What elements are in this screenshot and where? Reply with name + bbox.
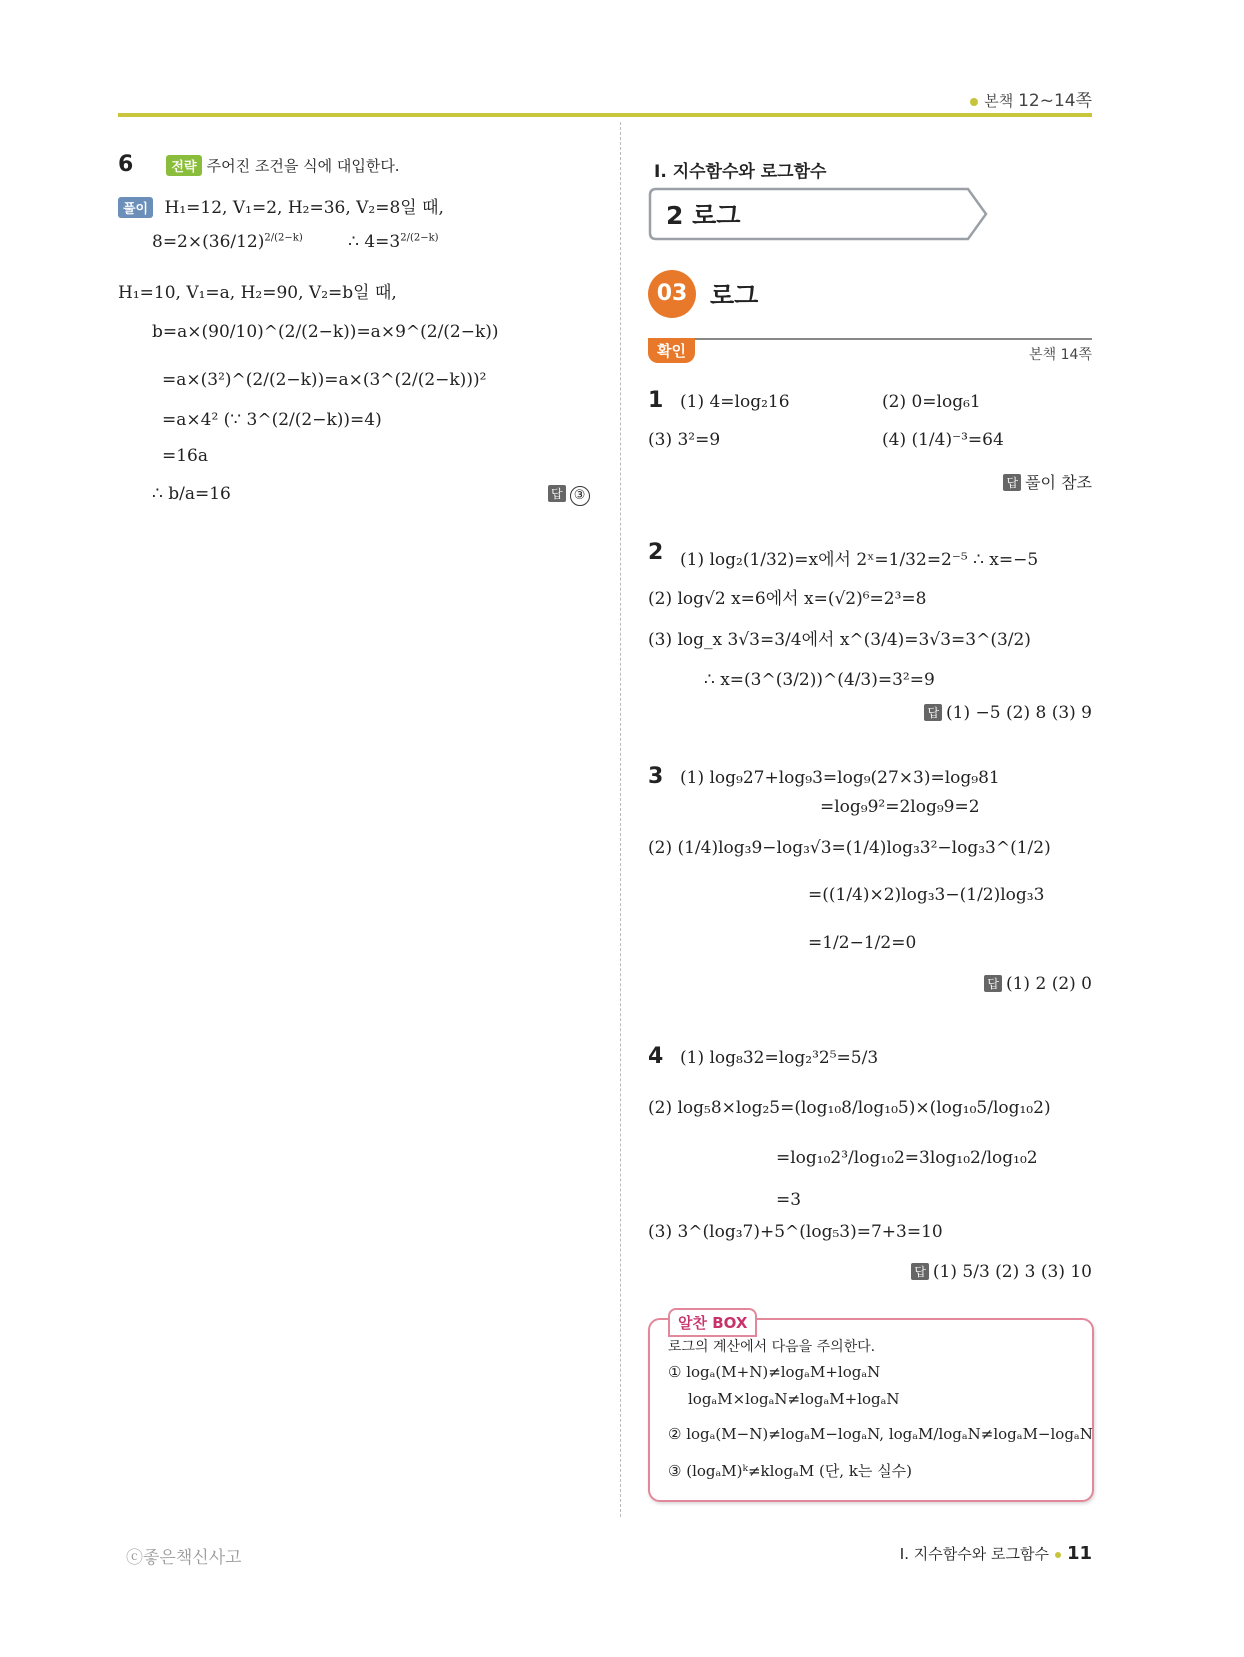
footer-chapter-page: Ⅰ. 지수함수와 로그함수 11: [899, 1543, 1092, 1564]
tip-rule-1: ① logₐ(M+N)≠logₐM+logₐN: [668, 1363, 881, 1381]
bullet-dot-icon: [970, 98, 978, 106]
header-rule: [118, 113, 1092, 117]
publisher-copyright: ⓒ좋은책신사고: [126, 1548, 242, 1568]
tip-box-title: 알찬 BOX: [668, 1308, 757, 1337]
problem-3-part-2b: =((1/4)×2)log₃3−(1/2)log₃3: [808, 885, 1045, 905]
check-badge: 확인: [648, 338, 695, 363]
solution-line-3: H₁=10, V₁=a, H₂=90, V₂=b일 때,: [118, 283, 397, 303]
tip-rule-2: ② logₐ(M−N)≠logₐM−logₐN, logₐM/logₐN≠logₐM−logₐN: [668, 1425, 1093, 1443]
problem-3-part-1b: =log₉9²=2log₉9=2: [820, 797, 980, 817]
chapter-tab-title: 2 로그: [666, 201, 741, 230]
solution-line-7: =16a: [162, 446, 209, 466]
answer-6: 답 ③: [548, 484, 590, 506]
problem-3-part-2c: =1/2−1/2=0: [808, 933, 917, 953]
bullet-dot-icon: [1055, 1552, 1061, 1558]
solution-line-6: =a×4² (∵ 3^(2/(2−k))=4): [162, 410, 382, 430]
answer-1: 답 풀이 참조: [1003, 470, 1092, 493]
problem-1-part-1: (1) 4=log₂16: [680, 392, 790, 412]
problem-4-part-2: (2) log₅8×log₂5=(log₁₀8/log₁₀5)×(log₁₀5/log₁₀2): [648, 1098, 1051, 1118]
answer-4: 답 (1) 5/3 (2) 3 (3) 10: [911, 1262, 1092, 1282]
strategy-text: 주어진 조건을 식에 대입한다.: [206, 157, 400, 175]
problem-1-part-4: (4) (1/4)⁻³=64: [882, 430, 1004, 450]
check-section-rule: [648, 338, 1092, 340]
book-page-reference: 본책 12~14쪽: [970, 86, 1092, 111]
tip-rule-3: ③ (logₐM)ᵏ≠klogₐM (단, k는 실수): [668, 1462, 913, 1480]
page-number: 11: [1066, 1543, 1092, 1564]
solution-line-5: =a×(3²)^(2/(2−k))=a×(3^(2/(2−k)))²: [162, 370, 487, 390]
chapter-label: Ⅰ. 지수함수와 로그함수: [654, 162, 827, 182]
problem-1-part-2: (2) 0=log₆1: [882, 392, 981, 412]
solution-line-1: 풀이 H₁=12, V₁=2, H₂=36, V₂=8일 때,: [118, 193, 444, 218]
problem-3-part-1: (1) log₉27+log₉3=log₉(27×3)=log₉81: [680, 768, 1000, 788]
solution-tag: 풀이: [118, 197, 153, 218]
problem-2-part-3: (3) log_x 3√3=3/4에서 x^(3/4)=3√3=3^(3/2): [648, 630, 1031, 650]
problem-2-part-2: (2) log√2 x=6에서 x=(√2)⁶=2³=8: [648, 589, 927, 609]
solution-line-8: ∴ b/a=16: [152, 484, 231, 504]
problem-2-part-1: (1) log₂(1/32)=x에서 2ˣ=1/32=2⁻⁵ ∴ x=−5: [680, 550, 1039, 570]
tip-intro: 로그의 계산에서 다음을 주의한다.: [668, 1339, 876, 1355]
tip-rule-1b: logₐM×logₐN≠logₐM+logₐN: [688, 1390, 900, 1408]
problem-number: 6: [118, 152, 134, 177]
problem-4-part-2b: =log₁₀2³/log₁₀2=3log₁₀2/log₁₀2: [776, 1148, 1038, 1168]
lesson-number-badge: 03: [648, 270, 696, 318]
lesson-title: 로그: [710, 281, 759, 310]
problem-4-part-1: (1) log₈32=log₂³2⁵=5/3: [680, 1048, 879, 1068]
problem-4-number: 4: [648, 1044, 664, 1069]
problem-2-part-4: ∴ x=(3^(3/2))^(4/3)=3²=9: [704, 670, 935, 690]
problem-4-part-2c: =3: [776, 1190, 802, 1210]
problem-4-part-3: (3) 3^(log₃7)+5^(log₅3)=7+3=10: [648, 1222, 943, 1242]
solution-line-2: $8=2\times(36/12)^{2/(2-k)}$ ∴ $4=3^{2/(2-k)}$: [152, 232, 439, 252]
problem-2-number: 2: [648, 540, 664, 565]
answer-2: 답 (1) −5 (2) 8 (3) 9: [924, 703, 1092, 723]
column-divider: [620, 122, 621, 1517]
problem-1-number: 1: [648, 388, 664, 413]
problem-3-part-2: (2) (1/4)log₃9−log₃√3=(1/4)log₃3²−log₃3^(1/2): [648, 838, 1051, 858]
solution-line-4: b=a×(90/10)^(2/(2−k))=a×9^(2/(2−k)): [152, 322, 499, 342]
check-book-reference: 본책 14쪽: [1029, 347, 1092, 363]
strategy-tag: 전략: [166, 155, 201, 176]
problem-1-part-3: (3) 3²=9: [648, 430, 721, 450]
problem-3-number: 3: [648, 764, 664, 789]
problem-6-heading: [118, 152, 400, 177]
answer-3: 답 (1) 2 (2) 0: [984, 974, 1092, 994]
